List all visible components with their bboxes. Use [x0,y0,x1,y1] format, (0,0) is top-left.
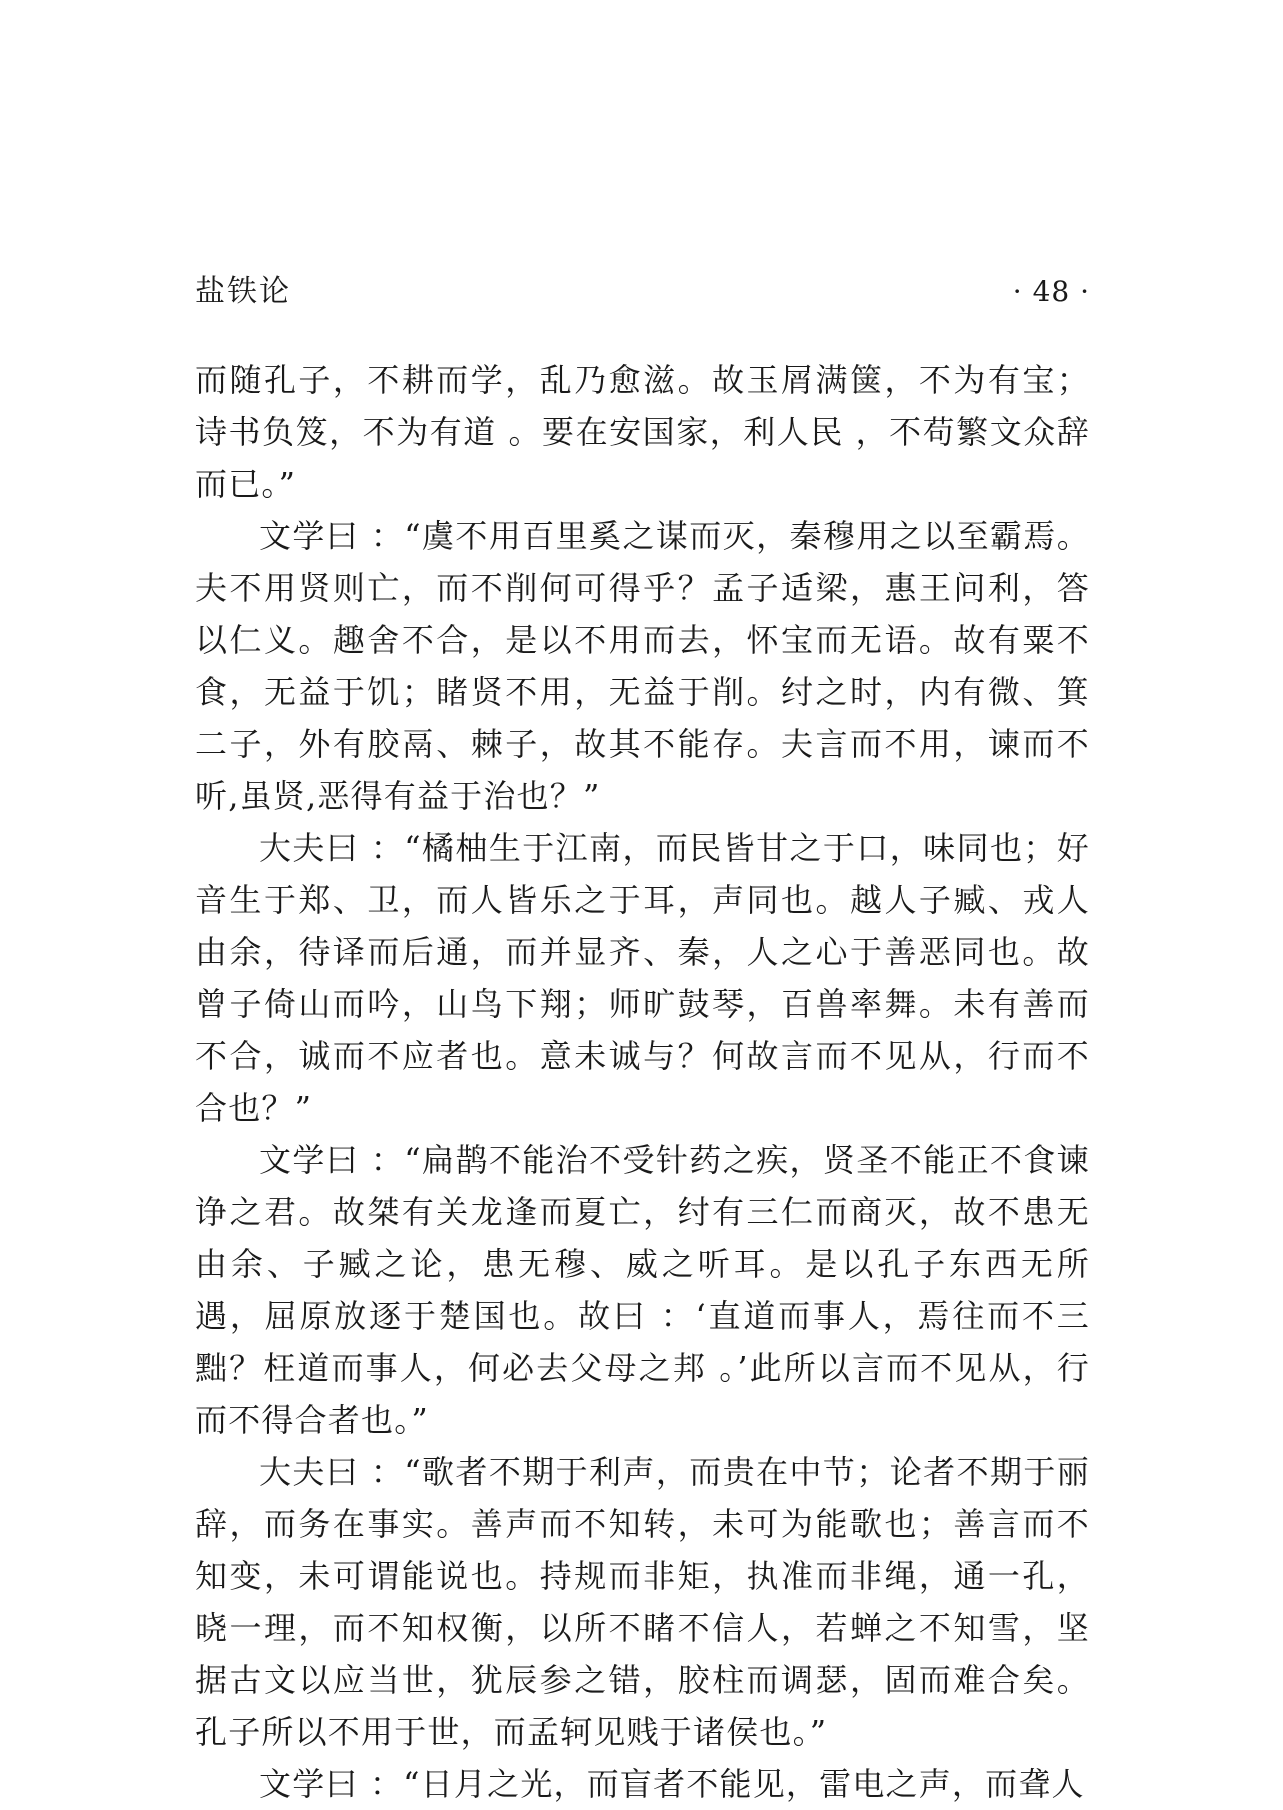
running-header [195,268,1090,316]
book-page [195,268,1090,1810]
paragraph-2: 文学曰 ：“虞不用百里奚之谋而灭，秦穆用之以至霸焉。夫不用贤则亡，而不削何可得乎？孟子适梁，惠王问利，答以仁义。趣舍不合，是以不用而去，怀宝而无语。故有粟不食，无益于饥；睹贤不用，无益于削。纣之时，内有微、箕二子，外有胶鬲、棘子，故其不能存。夫言而不用，谏而不听,虽贤,恶得有益于治也？” [195,517,1090,815]
page-number: · 48 · [1012,275,1090,308]
book-title: 盐铁论 [195,274,291,309]
paragraph-4: 文学曰 ：“扁鹊不能治不受针药之疾，贤圣不能正不食谏诤之君。故桀有关龙逢而夏亡，纣有三仁而商灭，故不患无由余、子臧之论，患无穆、威之听耳。是以孔子东西无所遇，屈原放逐于楚国也。故曰 ：‘直道而事人，焉往而不三黜？枉道而事人，何必去父母之邦 。’此所以言而不见从，行而不得合者也。” [195,1141,1090,1439]
paragraph-5: 大夫曰 ：“歌者不期于利声，而贵在中节；论者不期于丽辞，而务在事实。善声而不知转，未可为能歌也；善言而不知变，未可谓能说也。持规而非矩，执准而非绳，通一孔，晓一理，而不知权衡，以所不睹不信人，若蝉之不知雪，坚据古文以应当世，犹辰参之错，胶柱而调瑟，固而难合矣。孔子所以不用于世，而孟轲见贱于诸侯也。” [195,1453,1090,1751]
paragraph-1: 而随孔子，不耕而学，乱乃愈滋。故玉屑满箧，不为有宝；诗书负笈，不为有道 。要在安国家，利人民 ，不苟繁文众辞而已。” [195,361,1090,503]
paragraph-3: 大夫曰 ：“橘柚生于江南，而民皆甘之于口，味同也；好音生于郑、卫，而人皆乐之于耳，声同也。越人子臧、戎人由余，待译而后通，而并显齐、秦，人之心于善恶同也。故曾子倚山而吟，山鸟下翔；师旷鼓琴，百兽率舞。未有善而不合，诚而不应者也。意未诚与？何故言而不见从，行而不合也？” [195,829,1090,1127]
body-text [195,354,1090,1810]
paragraph-6: 文学曰 ：“日月之光，而盲者不能见，雷电之声，而聋人 [259,1765,1085,1803]
